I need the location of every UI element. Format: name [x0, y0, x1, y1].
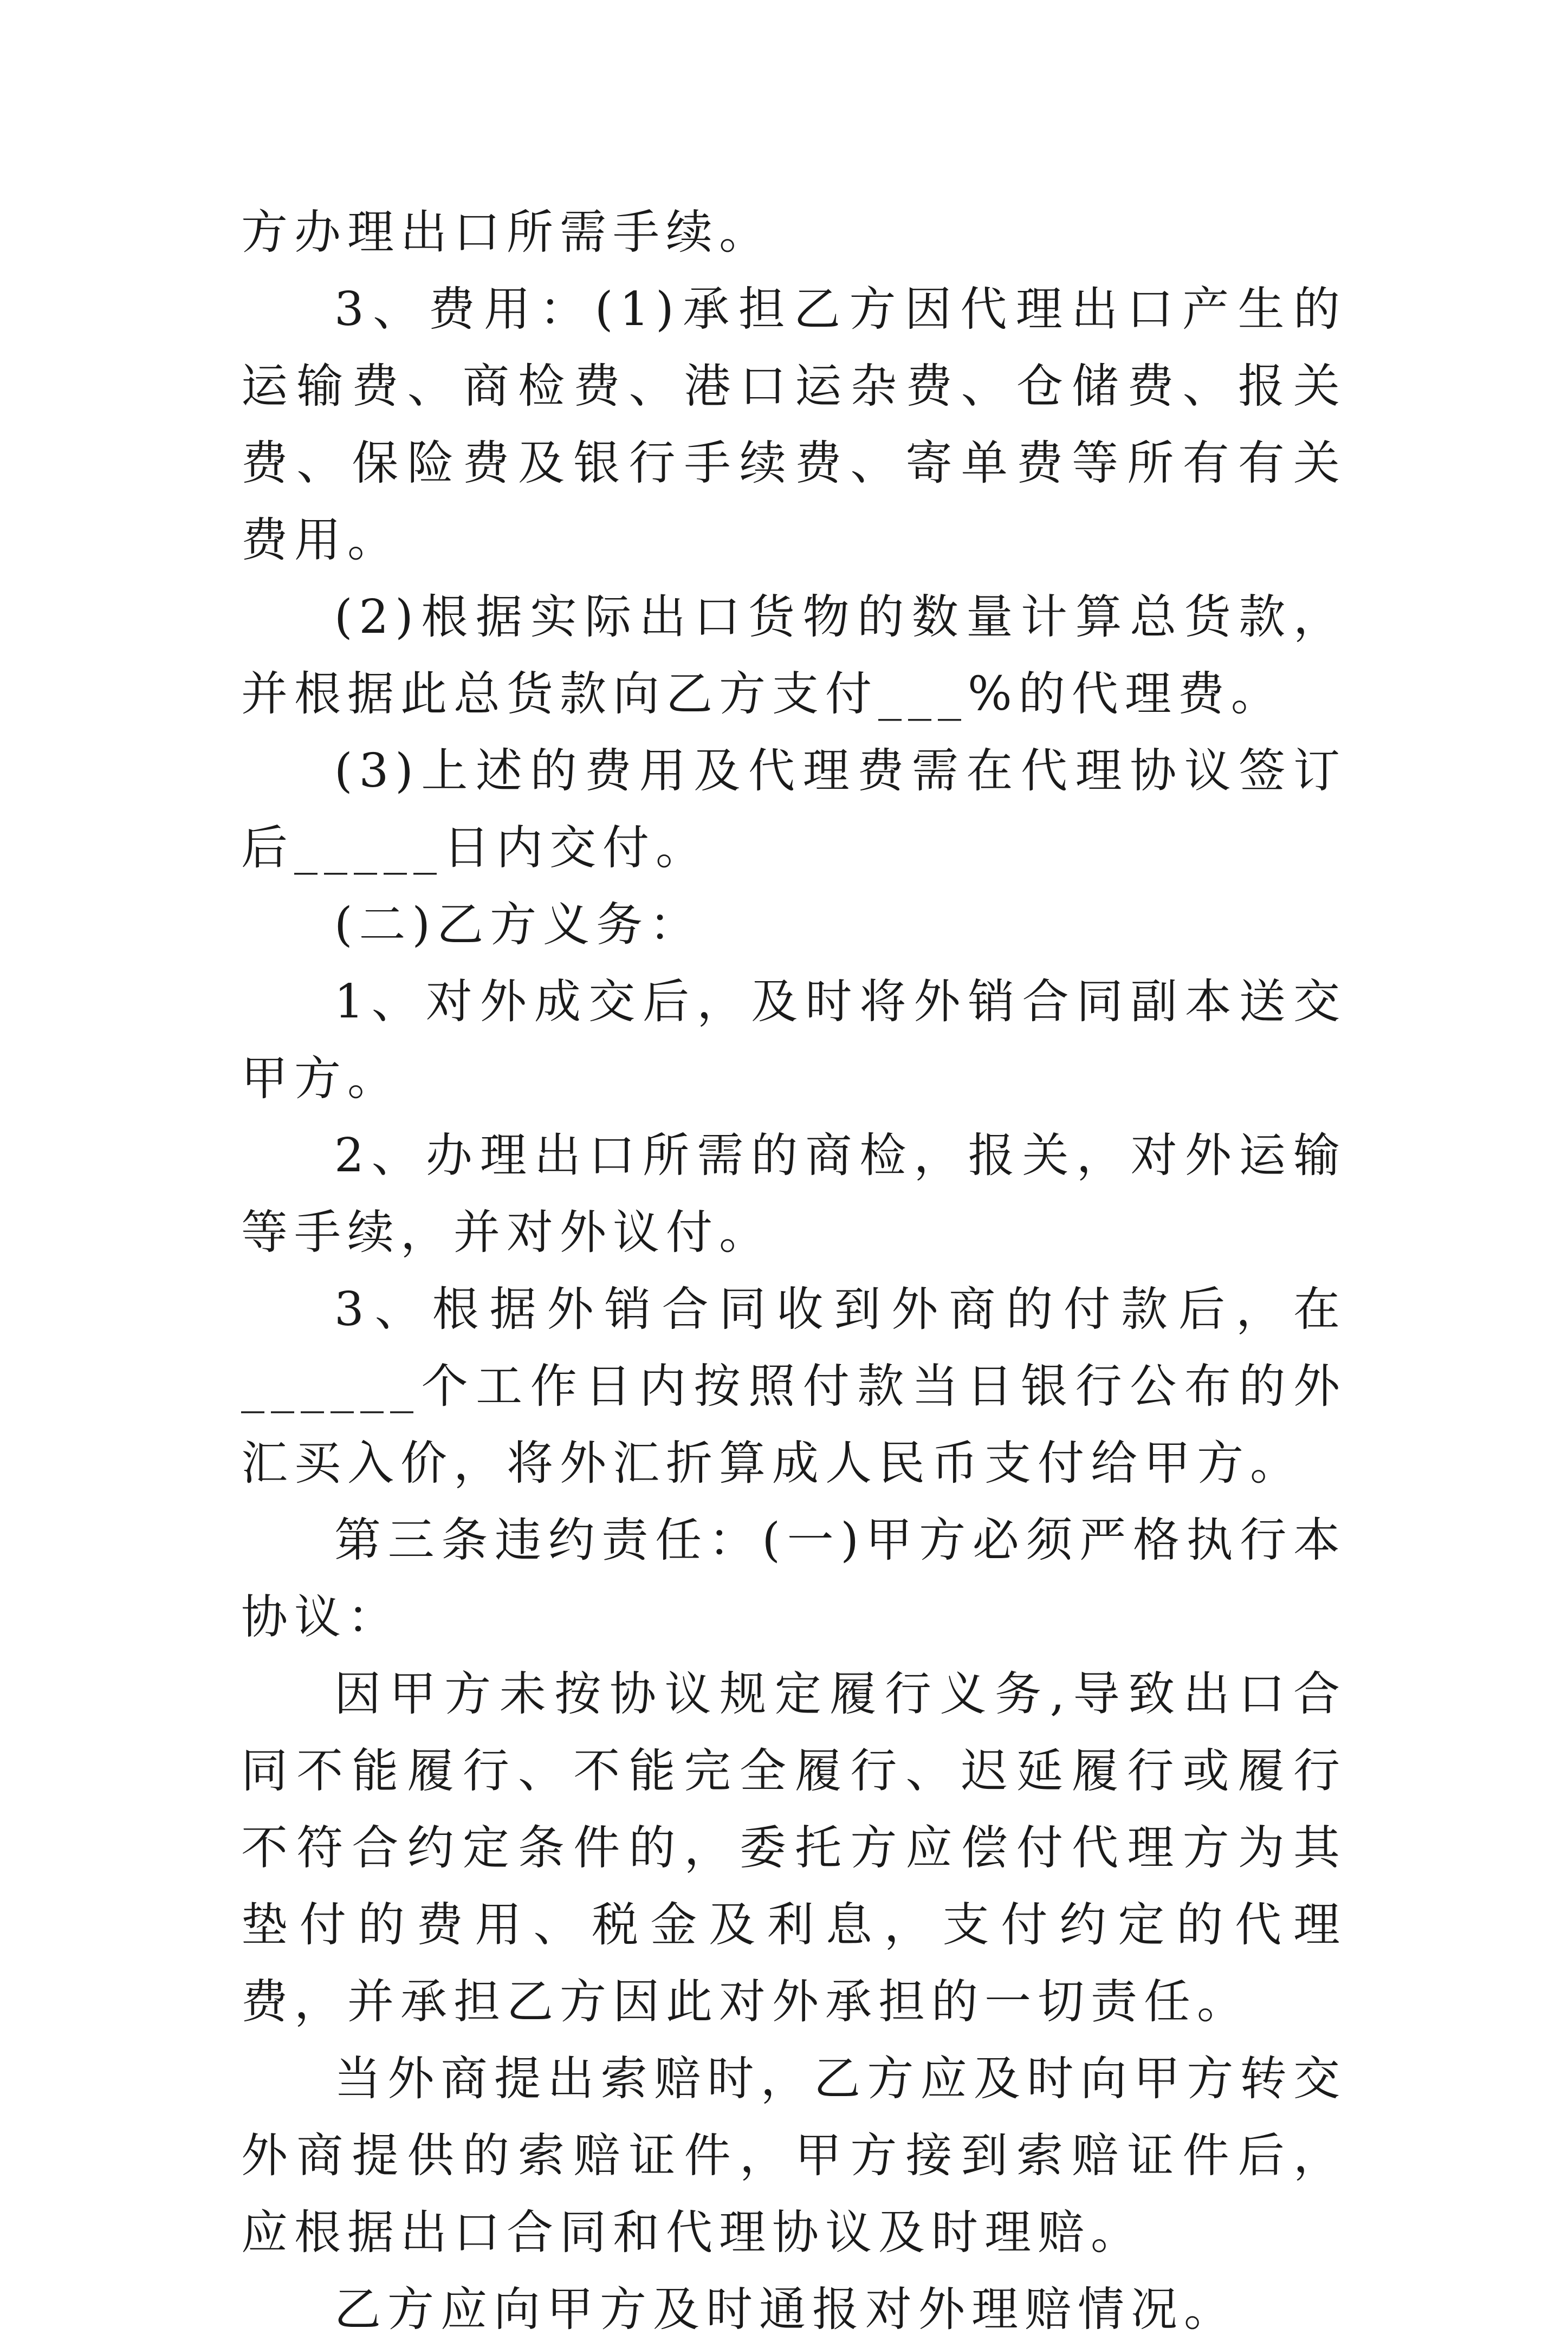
- document-body: [241, 194, 1346, 2348]
- paragraph-6: 1、对外成交后，及时将外销合同副本送交甲方。: [241, 975, 1346, 1106]
- paragraph-9: 第三条违约责任：(一)甲方必须严格执行本协议：: [241, 1513, 1346, 1644]
- paragraph-5: (二)乙方义务：: [334, 898, 703, 952]
- paragraph-10: 因甲方未按协议规定履行义务,导致出口合同不能履行、不能完全履行、迟延履行或履行不符合约定条件的，委托方应偿付代理方为其垫付的费用、税金及利息，支付约定的代理费，并承担乙方因此对外承担的一切责任。: [241, 1667, 1346, 2029]
- paragraph-4: (3)上述的费用及代理费需在代理协议签订后_____日内交付。: [241, 744, 1346, 875]
- paragraph-1: 方办理出口所需手续。: [241, 205, 772, 260]
- paragraph-3: (2)根据实际出口货物的数量计算总货款，并根据此总货款向乙方支付___%的代理费。: [241, 590, 1346, 721]
- paragraph-2: 3、费用：(1)承担乙方因代理出口产生的运输费、商检费、港口运杂费、仓储费、报关费、保险费及银行手续费、寄单费等所有有关费用。: [241, 282, 1346, 567]
- paragraph-12: 乙方应向甲方及时通报对外理赔情况。: [334, 2282, 1237, 2337]
- paragraph-8: 3、根据外销合同收到外商的付款后，在______个工作日内按照付款当日银行公布的外汇买入价，将外汇折算成人民币支付给甲方。: [241, 1282, 1346, 1490]
- paragraph-11: 当外商提出索赔时，乙方应及时向甲方转交外商提供的索赔证件，甲方接到索赔证件后，应根据出口合同和代理协议及时理赔。: [241, 2052, 1346, 2260]
- paragraph-7: 2、办理出口所需的商检，报关，对外运输等手续，并对外议付。: [241, 1128, 1346, 1260]
